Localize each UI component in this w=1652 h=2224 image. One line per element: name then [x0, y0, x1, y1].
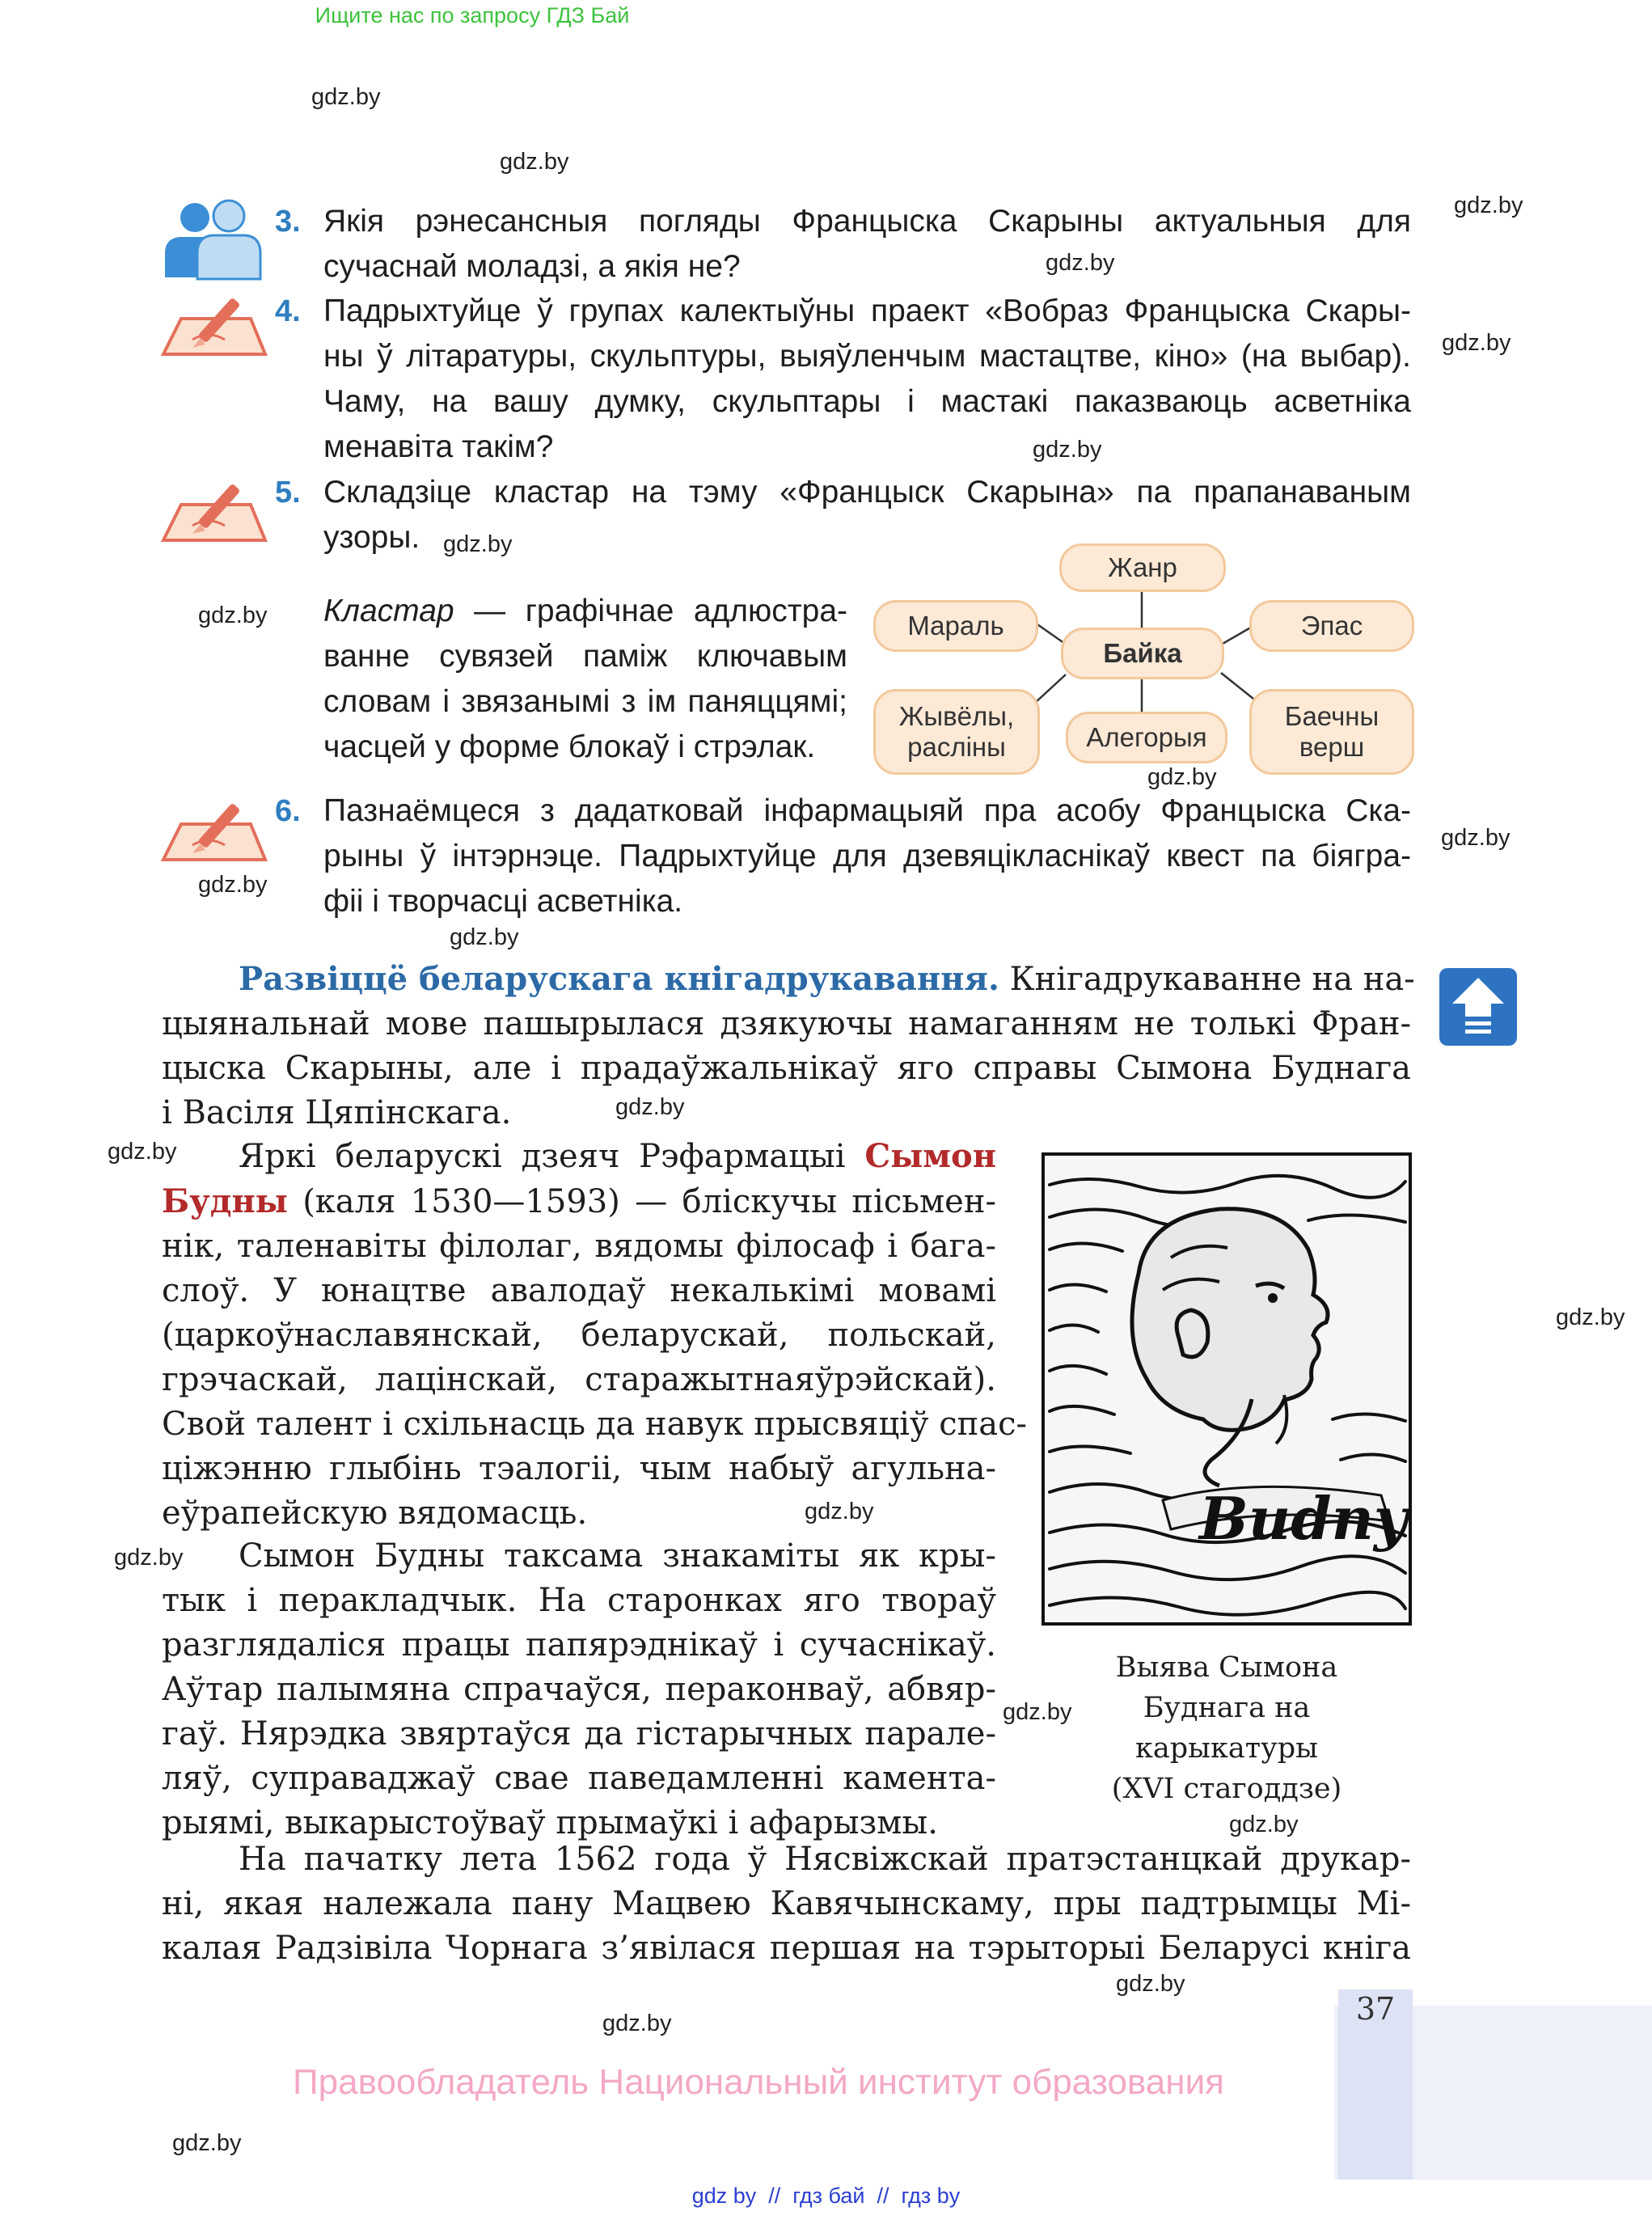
watermark: gdz.by — [1229, 1812, 1299, 1837]
paragraph-line: Кнігадрукаванне на на- — [1009, 961, 1415, 998]
writing-task-icon — [160, 797, 269, 865]
section-heading: Развіццё беларускага кнігадрукавання. — [239, 960, 999, 998]
caption-line: Выява Сымона — [1115, 1651, 1338, 1684]
person-name: Сымон — [864, 1137, 996, 1175]
paragraph-line: (каля 1530—1593) — бліскучы пісьмен- — [302, 1183, 996, 1220]
node-line: Баечны — [1284, 701, 1379, 731]
task-line: менавіта такім? — [323, 429, 554, 464]
paragraph-line: і Васіля Цяпінскага. — [162, 1094, 512, 1131]
cluster-node-epic: Эпас — [1249, 600, 1414, 652]
watermark: gdz.by — [1046, 250, 1115, 276]
section-paragraph-1 — [162, 957, 1415, 1135]
task-line: Складзіце кластар на тэму «Францыск Скарына» па прапанаваным — [323, 475, 1411, 509]
paragraph-line: ціжэнню глыбінь тэалогіі, чым набыў агульна- — [162, 1450, 996, 1487]
paragraph-line: ні, якая належала пану Мацвею Кавячынскаму, пры падтрымцы Мі- — [162, 1885, 1411, 1922]
task-line: Падрыхтуйце ў групах калектыўны праект «Вобраз Францыска Скары- — [323, 294, 1411, 328]
watermark: gdz.by — [602, 2010, 672, 2036]
task-4-text — [323, 289, 1411, 470]
watermark: gdz.by — [615, 1094, 685, 1120]
paragraph-line: еўрапейскую вядомасць. — [162, 1495, 588, 1532]
cluster-node-center: Байка — [1061, 628, 1224, 679]
paragraph-line: гаў. Нярэдка звяртаўся да гістарычных парале- — [162, 1715, 996, 1753]
watermark: gdz.by — [114, 1545, 184, 1571]
paragraph-line: цыска Скарыны, але і прадаўжальнікаў яго справы Сымона Буднага — [162, 1050, 1411, 1087]
task-3-text — [323, 199, 1411, 290]
watermark: gdz.by — [1454, 192, 1523, 218]
paragraph-line: рыямі, выкарыстоўваў прымаўкі і афарызмы. — [162, 1804, 938, 1841]
node-line: Жывёлы, — [898, 701, 1015, 731]
cluster-node-verse — [1249, 689, 1414, 775]
watermark: gdz.by — [198, 603, 268, 628]
watermark: gdz.by — [450, 924, 519, 950]
cluster-node-animals — [873, 689, 1040, 775]
cluster-definition — [323, 589, 847, 770]
paragraph-line: (царкоўнаславянскай, беларускай, польскай, — [162, 1317, 996, 1354]
paragraph-line: слоў. У юнацтве авалодаў некалькімі мовамі — [162, 1272, 996, 1309]
watermark: gdz.by — [1556, 1304, 1625, 1330]
cluster-node-allegory: Алегорыя — [1066, 712, 1227, 763]
task-line: Якія рэнесансныя погляды Францыска Скарыны актуальныя для — [323, 204, 1411, 239]
task-line: сучаснай моладзі, а якія не? — [323, 249, 741, 284]
paragraph-line: разглядаліся працы папярэднікаў і сучаснікаў. — [162, 1626, 996, 1664]
task-line: Чаму, на вашу думку, скульптары і мастакі паказваюць асветніка — [323, 384, 1411, 419]
writing-task-icon — [160, 291, 269, 360]
watermark: gdz.by — [1033, 437, 1102, 463]
bottom-links[interactable]: gdz by // гдз бай // гдз by — [691, 2184, 961, 2208]
caption-line: (XVI стагоддзе) — [1111, 1773, 1342, 1805]
page-number: 37 — [1355, 1991, 1396, 2027]
paragraph-line: ляў, суправаджаў свае паведамленні камента- — [162, 1760, 996, 1797]
watermark: gdz.by — [198, 872, 268, 898]
section-paragraph-3 — [162, 1534, 996, 1846]
watermark: gdz.by — [108, 1139, 177, 1165]
paragraph-line: грэчаскай, лацінскай, старажытнаяўрэйскай). — [162, 1361, 996, 1398]
cluster-term: Кластар — [323, 594, 454, 628]
task-number: 3. — [275, 205, 301, 239]
reference-arrow-icon — [1439, 968, 1517, 1046]
paragraph-line: цыянальнай мове пашырылася дзякуючы намаганням не толькі Фран- — [162, 1005, 1411, 1042]
paragraph-line: Свой талент і схільнасць да навук прысвяціў спас- — [162, 1406, 1028, 1443]
watermark: gdz.by — [1147, 764, 1217, 790]
watermark: gdz.by — [1003, 1699, 1072, 1725]
paragraph-line: тык і перакладчык. На старонках яго твораў — [162, 1582, 996, 1619]
task-6-text — [323, 789, 1411, 924]
paragraph-line: нік, таленавіты філолаг, вядомы філосаф і бага- — [162, 1228, 996, 1265]
cluster-node-moral: Мараль — [873, 600, 1038, 652]
pair-work-icon — [160, 197, 265, 281]
task-number: 6. — [275, 794, 301, 828]
node-line: расліны — [907, 732, 1006, 762]
watermark: gdz.by — [1116, 1971, 1185, 1997]
writing-task-icon — [160, 477, 269, 546]
section-paragraph-4 — [162, 1837, 1411, 1971]
task-number: 5. — [275, 476, 301, 509]
watermark: gdz.by — [500, 149, 569, 175]
task-line: узоры. — [323, 520, 420, 555]
watermark: gdz.by — [1442, 330, 1511, 356]
definition-line: ванне сувязей паміж ключавым — [323, 639, 847, 674]
task-line: ны ў літаратуры, скульптуры, выяўленчым мастацтве, кіно» (на выбар). — [323, 339, 1411, 374]
watermark: gdz.by — [311, 84, 381, 110]
budny-caricature-image — [1041, 1152, 1412, 1626]
section-paragraph-2 — [162, 1134, 1028, 1536]
paragraph-line: калая Радзівіла Чорнага з’явілася першая на тэрыторыі Беларусі кніга — [162, 1930, 1411, 1967]
paragraph-line: Яркі беларускі дзеяч Рэфармацыі — [239, 1138, 846, 1175]
caption-line: карыкатуры — [1135, 1732, 1318, 1765]
caption-line: Буднага на — [1143, 1692, 1311, 1724]
portrait-caption — [1041, 1647, 1412, 1809]
task-line: фіі і творчасці асветніка. — [323, 884, 683, 919]
person-name: Будны — [162, 1182, 288, 1220]
watermark: gdz.by — [805, 1499, 874, 1524]
node-line: верш — [1299, 732, 1365, 762]
watermark: gdz.by — [1441, 825, 1510, 851]
watermark: gdz.by — [172, 2130, 242, 2156]
paragraph-line: На пачатку лета 1562 года ў Нясвіжскай пратэстанцкай друкар- — [239, 1841, 1411, 1878]
top-search-note: Ищите нас по запросу ГДЗ Бай — [315, 3, 630, 27]
cluster-node-genre: Жанр — [1059, 543, 1226, 592]
definition-line: часцей у форме блокаў і стрэлак. — [323, 729, 816, 764]
signature-text: Budny — [1199, 1484, 1408, 1553]
task-number: 4. — [275, 294, 301, 328]
definition-line: словам і звязанымі з ім паняццямі; — [323, 684, 847, 719]
watermark: gdz.by — [443, 531, 513, 557]
copyright-footer: Правообладатель Национальный институт образования — [293, 2062, 1224, 2102]
task-line: Пазнаёмцеся з дадатковай інфармацыяй пра асобу Францыска Ска- — [323, 793, 1411, 828]
task-line: рыны ў інтэрнэце. Падрыхтуйце для дзевяцікласнікаў квест па біягра- — [323, 839, 1411, 873]
paragraph-line: Аўтар палымяна спрачаўся, пераконваў, абвяр- — [162, 1671, 996, 1708]
definition-line: — графічнае адлюстра- — [474, 594, 847, 628]
paragraph-line: Сымон Будны таксама знакаміты як кры- — [239, 1537, 996, 1575]
